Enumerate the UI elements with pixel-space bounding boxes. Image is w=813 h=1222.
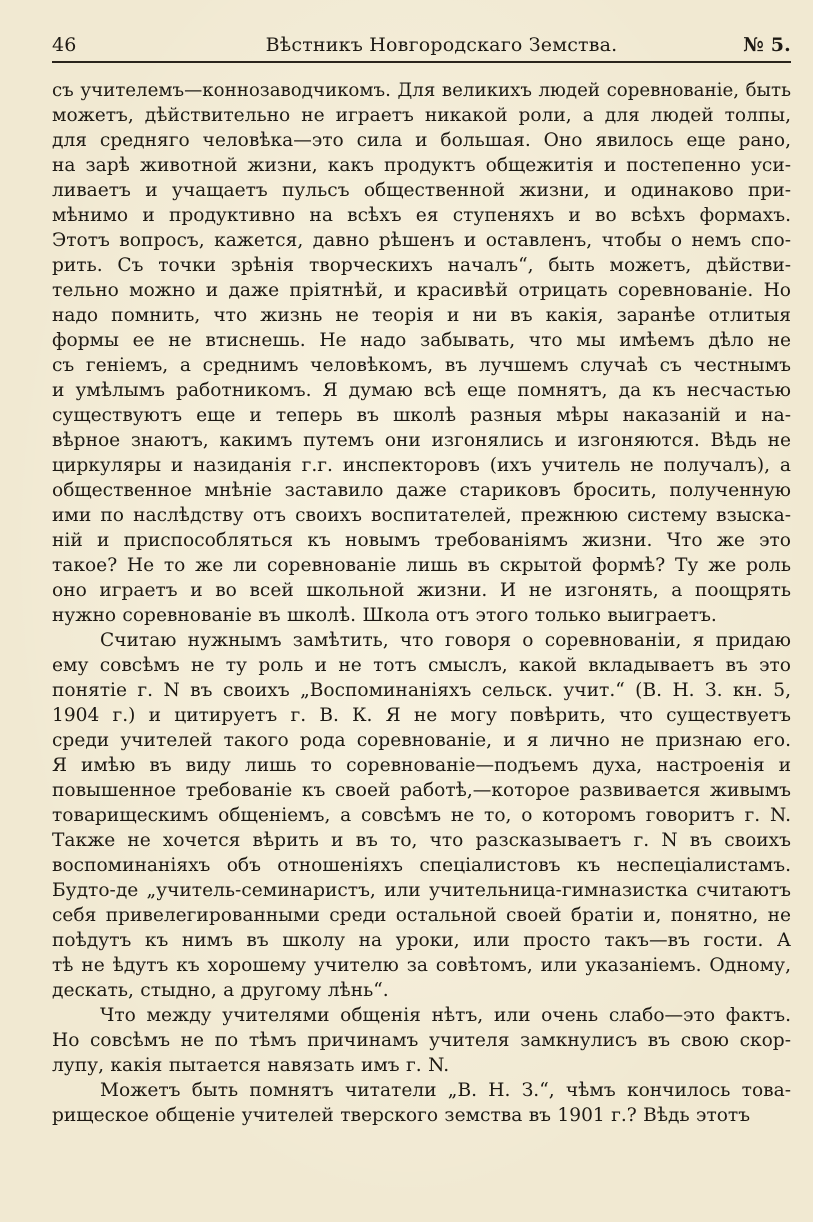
text-line: для средняго человѣка—это сила и большая. Оно явилось еще рано,	[52, 130, 791, 151]
text-line: Но совсѣмъ не по тѣмъ причинамъ учителя замкнулисъ въ свою скор-	[52, 1030, 791, 1051]
paragraph	[52, 628, 791, 1003]
text-line: оно играетъ и во всей школьной жизни. И не изгонять, а поощрять	[52, 580, 791, 601]
text-line: Что между учителями общенія нѣтъ, или очень слабо—это фактъ.	[100, 1005, 791, 1026]
article-body	[52, 78, 791, 1128]
text-line: поѣдутъ къ нимъ въ школу на уроки, или просто такъ—въ гости. А	[52, 930, 791, 951]
text-line: существуютъ еще и теперь въ школѣ разныя мѣры наказаній и на-	[52, 405, 791, 426]
text-line: можетъ, дѣйствительно не играетъ никакой роли, а для людей толпы,	[52, 105, 791, 126]
text-line: товарищескимъ общеніемъ, а совсѣмъ не то, о которомъ говоритъ г. N.	[52, 805, 791, 826]
text-line: рищеское общеніе учителей тверского земства въ 1901 г.? Вѣдь этотъ	[52, 1105, 751, 1126]
text-line: Можетъ быть помнятъ читатели „В. Н. З.“, чѣмъ кончилось това-	[100, 1080, 791, 1101]
text-line: вѣрное знаютъ, какимъ путемъ они изгонялись и изгоняются. Вѣдь не	[52, 430, 791, 451]
text-line: надо помнить, что жизнь не теорія и ни въ какія, заранѣе отлитыя	[52, 305, 791, 326]
text-line: съ учителемъ—коннозаводчикомъ. Для великихъ людей соревнованіе, быть	[52, 80, 791, 101]
text-line: повышенное требованіе къ своей работѣ,—которое развивается живымъ	[52, 780, 791, 801]
page-number: 46	[52, 34, 77, 56]
text-line: съ геніемъ, а среднимъ человѣкомъ, въ лучшемъ случаѣ съ честнымъ	[52, 355, 791, 376]
text-line: формы ее не втиснешь. Не надо забывать, что мы имѣемъ дѣло не	[52, 330, 791, 351]
text-line: Этотъ вопросъ, кажется, давно рѣшенъ и оставленъ, чтобы о немъ спо-	[52, 230, 791, 251]
text-line: тѣ не ѣдутъ къ хорошему учителю за совѣтомъ, или указаніемъ. Одному,	[52, 955, 791, 976]
text-line: 1904 г.) и цитируетъ г. В. К. Я не могу повѣрить, что существуетъ	[52, 705, 791, 726]
text-line: Я имѣю въ виду лишь то соревнованіе—подъемъ духа, настроенія и	[52, 755, 791, 776]
text-line: Будто-де „учитель-семинаристъ, или учительница-гимназистка считаютъ	[52, 880, 791, 901]
paragraph	[52, 1078, 791, 1128]
text-line: ній и приспособляться къ новымъ требованіямъ жизни. Что же это	[52, 530, 791, 551]
text-line: на зарѣ животной жизни, какъ продуктъ общежитія и постепенно уси-	[52, 155, 791, 176]
text-line: Также не хочется вѣрить и въ то, что разсказываетъ г. N въ своихъ	[52, 830, 791, 851]
text-line: среди учителей такого рода соревнованіе, и я лично не признаю его.	[52, 730, 791, 751]
text-line: Считаю нужнымъ замѣтить, что говоря о соревнованіи, я придаю	[100, 630, 791, 651]
journal-title: Вѣстникъ Новгородскаго Земства.	[265, 34, 618, 56]
issue-number: № 5.	[743, 34, 791, 56]
text-line: понятіе г. N въ своихъ „Воспоминаніяхъ сельск. учит.“ (В. Н. З. кн. 5,	[52, 680, 791, 701]
text-line: мѣнимо и продуктивно на всѣхъ ея ступеняхъ и во всѣхъ формахъ.	[52, 205, 791, 226]
text-line: нужно соревнованіе въ школѣ. Школа отъ этого только выиграетъ.	[52, 605, 717, 626]
running-header	[52, 31, 791, 59]
text-line: ими по наслѣдству отъ своихъ воспитателей, прежнюю систему взыска-	[52, 505, 791, 526]
paragraph	[52, 1003, 791, 1078]
text-line: лупу, какія пытается навязать имъ г. N.	[52, 1055, 450, 1076]
text-line: тельно можно и даже пріятнѣй, и красивѣй отрицать соревнованіе. Но	[52, 280, 791, 301]
paragraph	[52, 78, 791, 628]
text-line: общественное мнѣніе заставило даже стариковъ бросить, полученную	[52, 480, 791, 501]
text-line: воспоминаніяхъ объ отношеніяхъ спеціалистовъ къ неспеціалистамъ.	[52, 855, 791, 876]
header-rule	[52, 61, 791, 63]
text-line: ему совсѣмъ не ту роль и не тотъ смыслъ, какой вкладываетъ въ это	[52, 655, 791, 676]
text-line: рить. Съ точки зрѣнія творческихъ началъ“, быть можетъ, дѣйстви-	[52, 255, 791, 276]
text-line: дескать, стыдно, а другому лѣнь“.	[52, 980, 389, 1001]
text-line: циркуляры и назиданія г.г. инспекторовъ (ихъ учитель не получалъ), а	[52, 455, 791, 476]
text-line: ливаетъ и учащаетъ пульсъ общественной жизни, и одинаково при-	[52, 180, 791, 201]
text-line: себя привелегированными среди остальной своей братіи и, понятно, не	[52, 905, 791, 926]
text-line: и умѣлымъ работникомъ. Я думаю всѣ еще помнятъ, да къ несчастью	[52, 380, 791, 401]
text-line: такое? Не то же ли соревнованіе лишь въ скрытой формѣ? Ту же роль	[52, 555, 791, 576]
